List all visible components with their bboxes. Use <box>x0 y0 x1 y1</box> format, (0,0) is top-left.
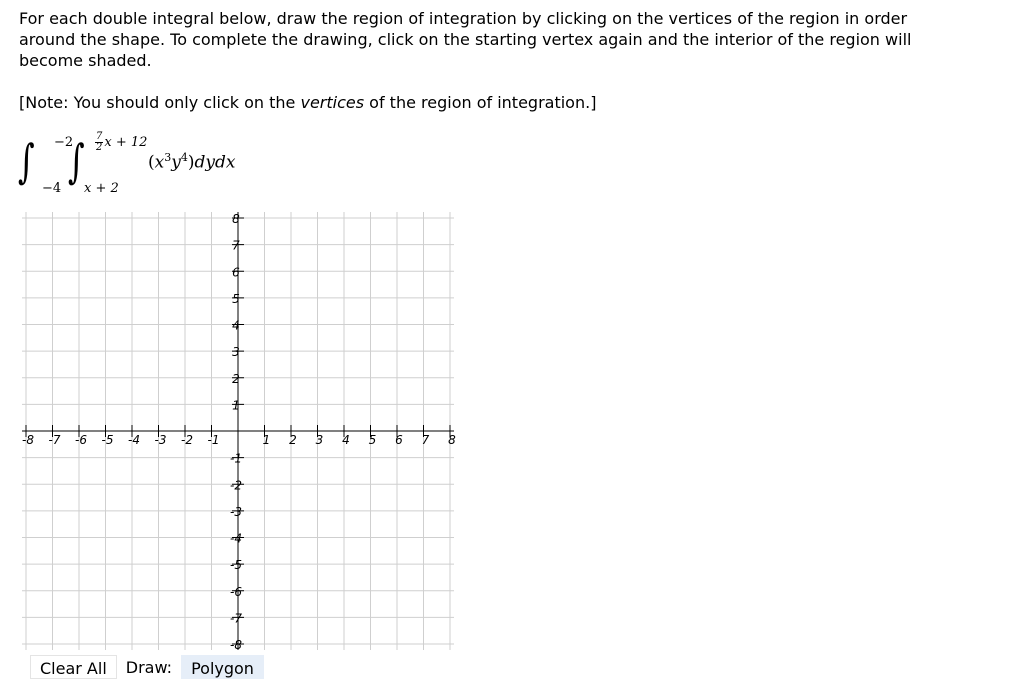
coordinate-graph[interactable] <box>22 212 454 650</box>
x-tick-label: -7 <box>48 433 61 447</box>
x-tick-label: -2 <box>181 433 193 447</box>
y-tick-label: -7 <box>230 611 242 626</box>
y-tick-label: -8 <box>230 638 242 652</box>
y-tick-label: 1 <box>232 398 240 413</box>
note-prefix: [Note: You should only click on the <box>19 93 301 112</box>
x-tick-label: 1 <box>262 433 271 447</box>
note-suffix: of the region of integration.] <box>364 93 597 112</box>
x-tick-label: -5 <box>101 433 114 447</box>
y-tick-label: 7 <box>232 238 240 253</box>
y-tick-label: -1 <box>230 451 242 466</box>
x-tick-label: -8 <box>22 433 34 447</box>
y-tick-label: 8 <box>232 212 240 226</box>
y-tick-label: -6 <box>230 584 242 599</box>
integrand: $(x^3y^4)dydx$ <box>148 151 236 173</box>
y-tick-label: 4 <box>232 318 240 333</box>
inner-integral-sign: ∫ <box>68 134 85 188</box>
y-tick-label: 2 <box>232 371 240 386</box>
x-tick-label: 3 <box>315 433 324 447</box>
outer-integral-sign: ∫ <box>18 134 35 188</box>
double-integral <box>16 130 276 200</box>
y-tick-label: 3 <box>232 345 240 360</box>
polygon-mode-button[interactable]: Polygon <box>181 655 264 679</box>
x-tick-label: -6 <box>75 433 87 447</box>
outer-lower-limit: −4 <box>42 181 62 196</box>
instructions-text: For each double integral below, draw the region of integration by clicking on the vertices of the region in order around the shape. To complete the drawing, click on the starting vertex again and the interior of the region will become shaded. <box>19 9 912 70</box>
fraction-seven-halves: $\frac{7}{2}$ <box>96 131 103 153</box>
inner-upper-limit: $\frac{7}{2}$ x + 12 <box>96 131 148 153</box>
x-tick-label: 6 <box>395 433 403 447</box>
x-tick-label: -3 <box>154 433 167 447</box>
y-tick-label: -3 <box>230 504 242 519</box>
y-tick-label: -2 <box>230 478 242 493</box>
draw-label: Draw: <box>125 658 173 677</box>
x-tick-label: 5 <box>368 433 377 447</box>
x-tick-label: 2 <box>289 433 297 447</box>
y-tick-label: -4 <box>230 531 242 546</box>
x-tick-label: -4 <box>128 433 140 447</box>
graph-toolbar <box>30 655 264 677</box>
y-tick-label: 6 <box>232 265 240 280</box>
x-tick-label: -1 <box>207 433 220 447</box>
y-tick-label: 5 <box>232 291 240 306</box>
x-tick-label: 7 <box>421 433 430 447</box>
tick-labels <box>22 212 456 652</box>
outer-upper-limit: −2 <box>54 135 74 150</box>
x-tick-label: 8 <box>448 433 456 447</box>
inner-lower-limit: x + 2 <box>84 181 119 196</box>
y-tick-label: -5 <box>230 558 242 573</box>
clear-all-button[interactable]: Clear All <box>30 655 117 679</box>
note-text <box>19 92 919 113</box>
note-emphasis: vertices <box>300 93 365 112</box>
x-tick-label: 4 <box>342 433 350 447</box>
